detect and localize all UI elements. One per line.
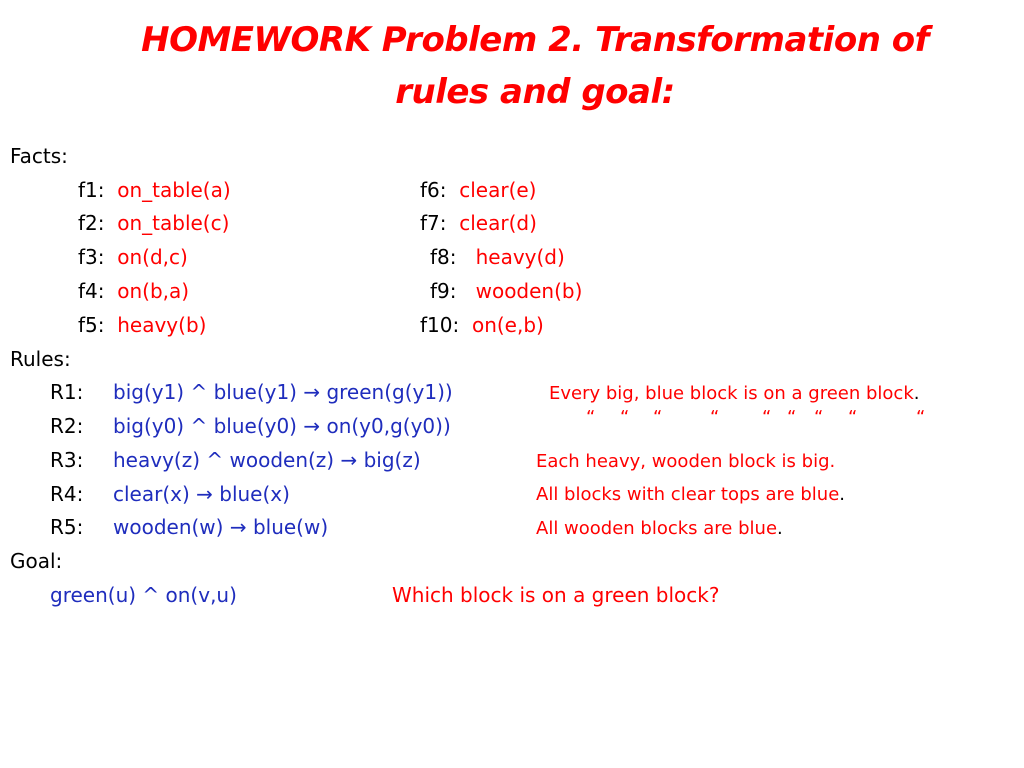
goal-question: Which block is on a green block?	[392, 583, 720, 607]
rule-label-r5: R5:	[50, 515, 84, 539]
fact-value: heavy(b)	[117, 313, 207, 337]
rule-label-r2: R2:	[50, 414, 84, 438]
fact-value: on(b,a)	[117, 279, 190, 303]
rule-label-r4: R4:	[50, 482, 84, 506]
fact-label: f8:	[430, 245, 457, 269]
ditto-mark: “	[916, 407, 926, 428]
rule-expr-r5: wooden(w) → blue(w)	[113, 515, 329, 539]
fact-f2	[78, 211, 229, 235]
fact-value: clear(e)	[459, 178, 537, 202]
goal-heading: Goal:	[10, 549, 63, 573]
fact-value: on(d,c)	[117, 245, 188, 269]
rule-note-r3	[536, 451, 835, 473]
fact-f6	[420, 178, 536, 202]
rule-note-period: .	[777, 518, 783, 539]
rule-note-text: All wooden blocks are blue	[536, 518, 778, 539]
rule-note-text: Each heavy, wooden block is big.	[536, 451, 836, 472]
rule-note-r4	[536, 484, 845, 506]
fact-f8	[430, 245, 565, 269]
rule-note-r1	[549, 383, 919, 405]
ditto-mark: “	[848, 407, 858, 428]
fact-f4	[78, 279, 189, 303]
ditto-mark: “	[586, 407, 596, 428]
rules-heading: Rules:	[10, 347, 71, 371]
ditto-mark: “	[620, 407, 630, 428]
fact-value: heavy(d)	[475, 245, 565, 269]
ditto-mark: “	[653, 407, 663, 428]
fact-f5	[78, 313, 206, 337]
fact-f1	[78, 178, 231, 202]
fact-label: f7:	[420, 211, 447, 235]
rule-note-period: .	[913, 383, 920, 404]
ditto-mark: “	[814, 407, 824, 428]
fact-label: f3:	[78, 245, 105, 269]
fact-label: f6:	[420, 178, 447, 202]
slide-title	[0, 14, 1024, 118]
rule-expr-r1: big(y1) ^ blue(y1) → green(g(y1))	[113, 380, 453, 404]
fact-label: f2:	[78, 211, 105, 235]
fact-value: on(e,b)	[471, 313, 544, 337]
rule-note-r5	[536, 518, 783, 540]
rule-label-r1: R1:	[50, 380, 84, 404]
fact-f9	[430, 279, 582, 303]
rule-expr-r4: clear(x) → blue(x)	[113, 482, 290, 506]
fact-label: f5:	[78, 313, 105, 337]
fact-f7	[420, 211, 537, 235]
rule-note-period: .	[839, 484, 846, 505]
rule-note-text: Every big, blue block is on a green block	[549, 383, 914, 404]
facts-heading: Facts:	[10, 144, 68, 168]
fact-value: clear(d)	[459, 211, 537, 235]
rule-label-r3: R3:	[50, 448, 84, 472]
fact-value: wooden(b)	[475, 279, 583, 303]
fact-label: f10:	[420, 313, 460, 337]
ditto-mark: “	[762, 407, 772, 428]
title-line-1: HOMEWORK Problem 2. Transformation of	[141, 20, 929, 60]
ditto-mark: “	[787, 407, 797, 428]
rule-note-text: All blocks with clear tops are blue	[536, 484, 840, 505]
fact-value: on_table(c)	[117, 211, 230, 235]
fact-value: on_table(a)	[117, 178, 231, 202]
rule-expr-r3: heavy(z) ^ wooden(z) → big(z)	[113, 448, 421, 472]
fact-f3	[78, 245, 188, 269]
goal-expr: green(u) ^ on(v,u)	[50, 583, 237, 607]
fact-label: f9:	[430, 279, 457, 303]
fact-label: f4:	[78, 279, 105, 303]
fact-label: f1:	[78, 178, 105, 202]
ditto-mark: “	[710, 407, 720, 428]
title-line-2: rules and goal:	[395, 72, 675, 112]
fact-f10	[420, 313, 544, 337]
rule-expr-r2: big(y0) ^ blue(y0) → on(y0,g(y0))	[113, 414, 451, 438]
